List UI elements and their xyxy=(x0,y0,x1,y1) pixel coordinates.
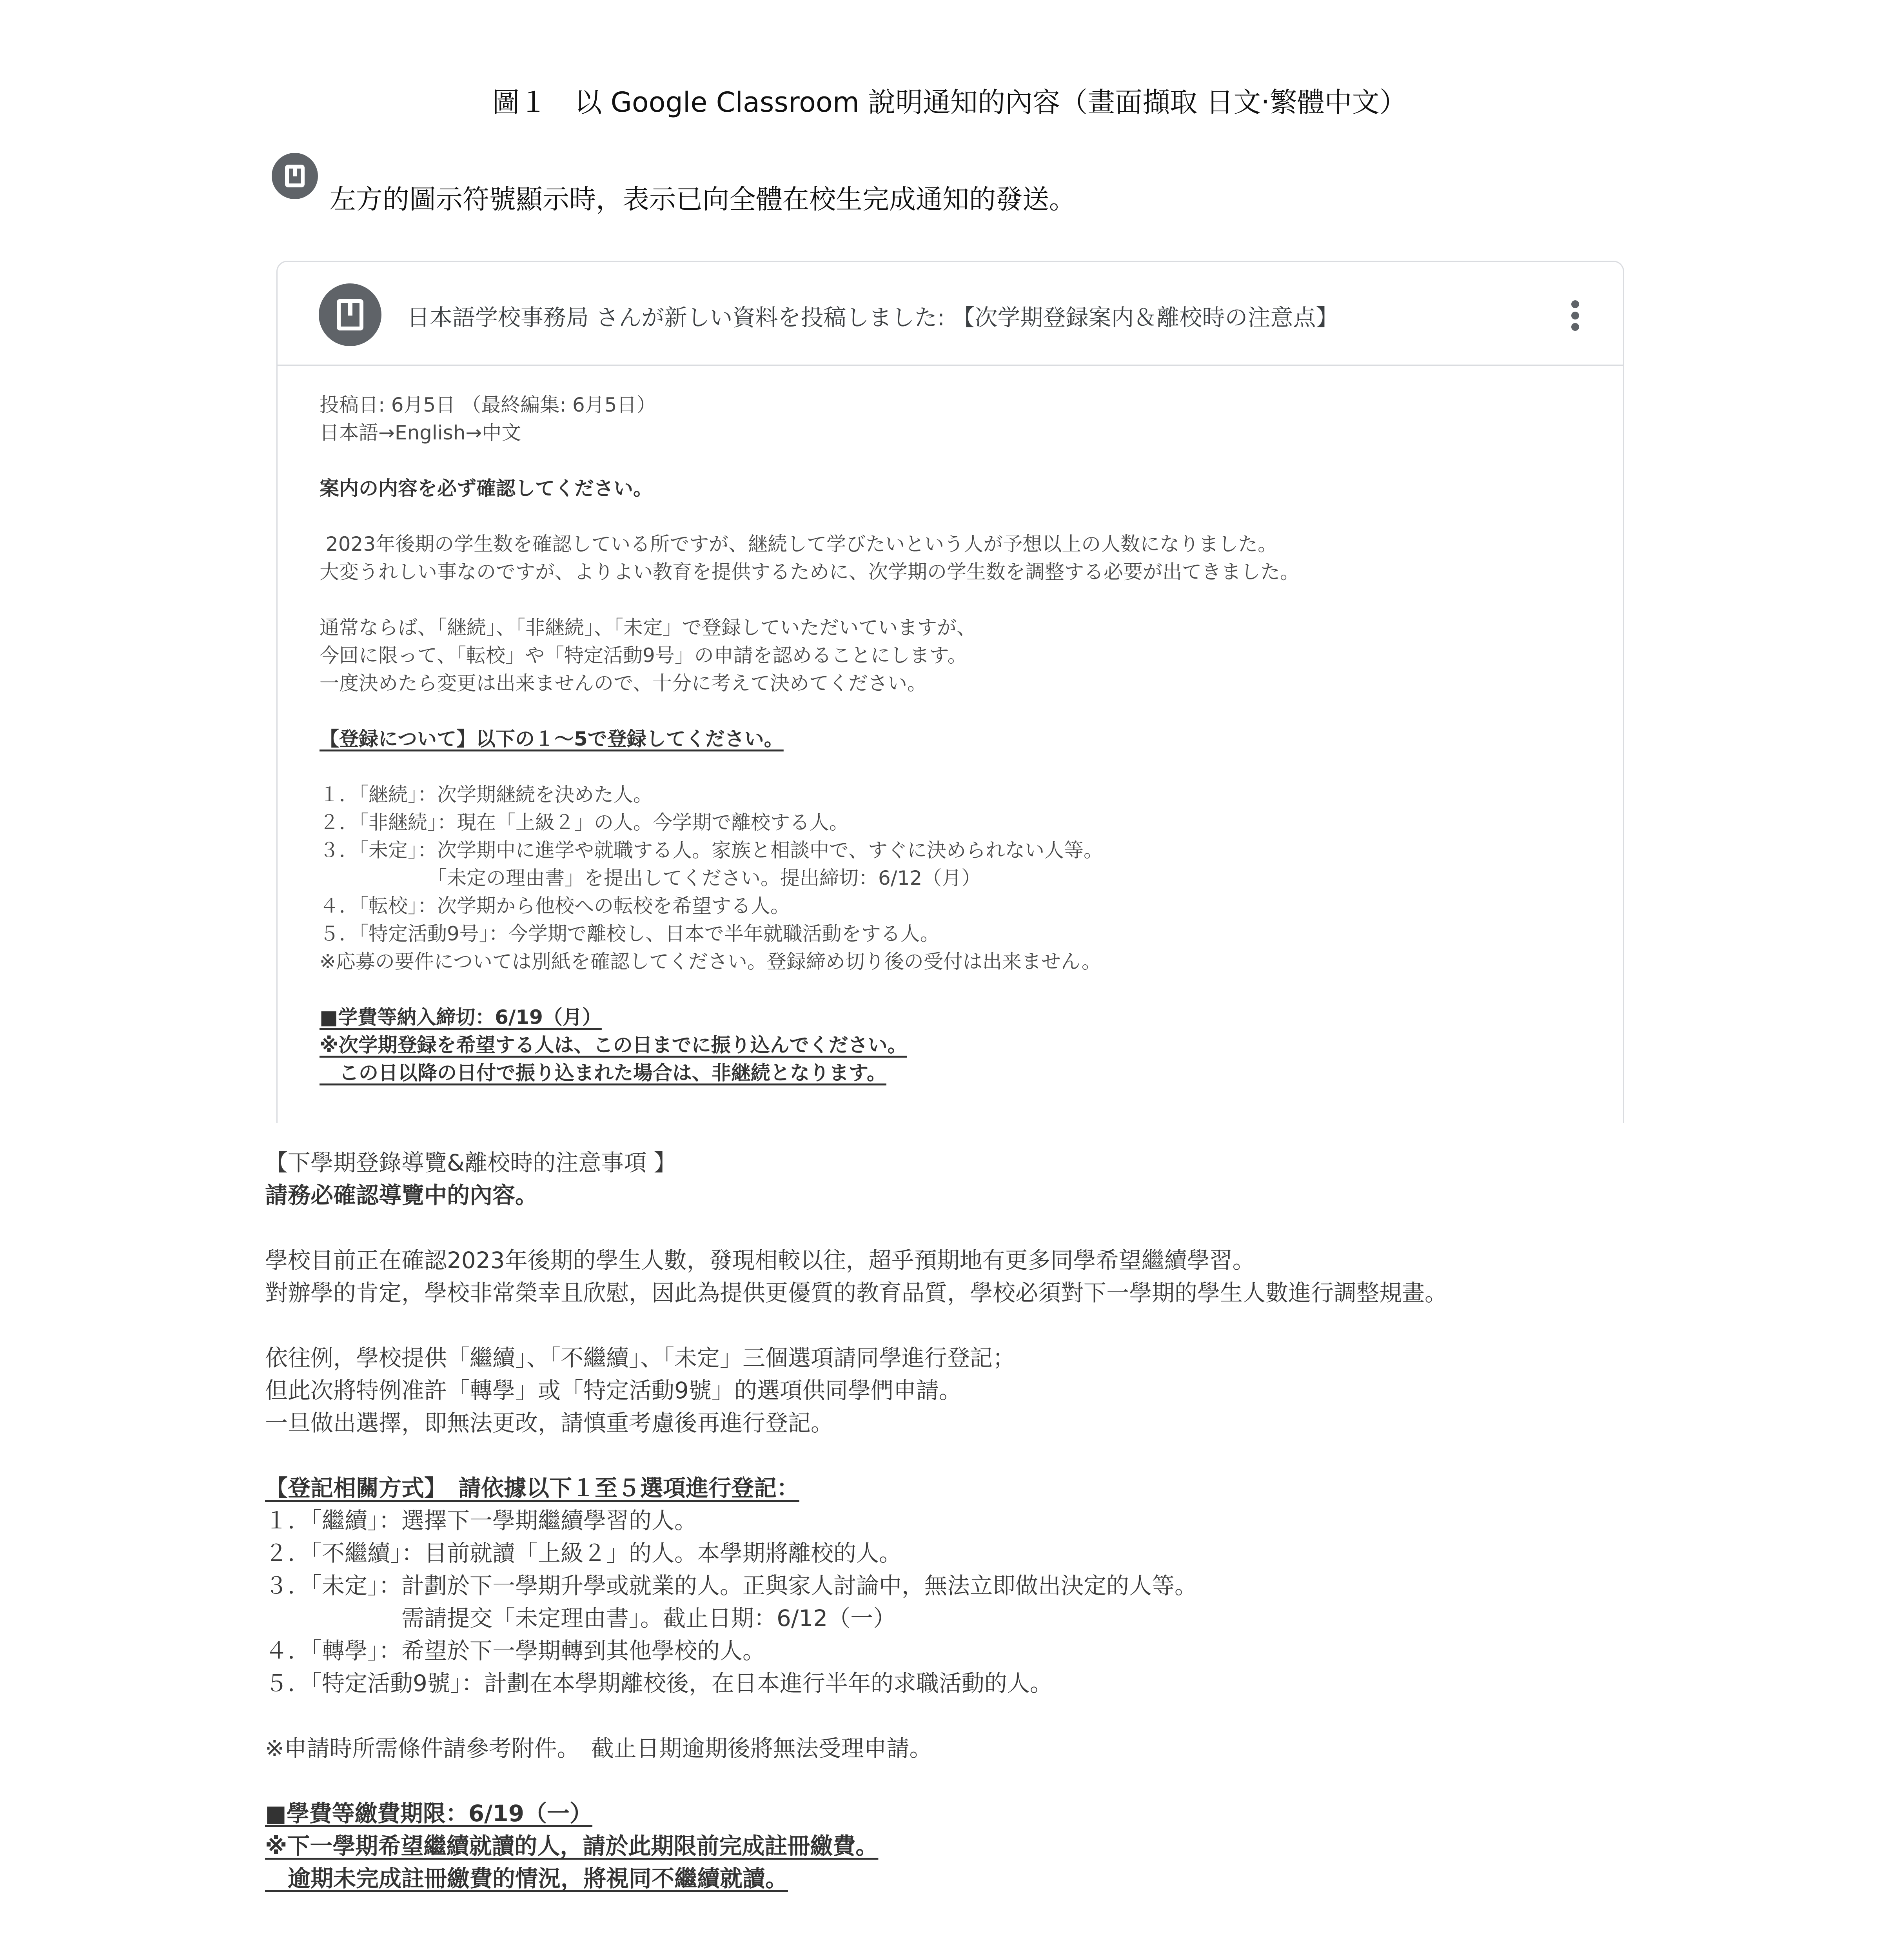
post-title[interactable]: 日本語学校事務局 さんが新しい資料を投稿しました: 【次学期登録案内＆離校時の注意点】 xyxy=(407,304,1339,331)
post-option-line: ３．「未定」：次学期中に進学や就職する人。家族と相談中で、すぐに決められない人等。 xyxy=(320,839,1103,862)
post-option-line: ４．「転校」：次学期から他校への転校を希望する人。 xyxy=(320,895,790,917)
post-option-line: ２．「非継続」：現在「上級２」の人。今学期で離校する人。 xyxy=(320,811,849,834)
post-option-line: 「未定の理由書」を提出してください。提出締切：6/12（月） xyxy=(320,867,981,889)
post-policy-line: 通常ならば、「継続」、「非継続」、「未定」で登録していただいていますが、 xyxy=(320,616,976,639)
post-option-note: ※応募の要件については別紙を確認してください。登録締め切り後の受付は出来ません。 xyxy=(320,950,1101,973)
legend-text: 左方的圖示符號顯示時，表示已向全體在校生完成通知的發送。 xyxy=(329,184,1076,215)
post-intro-line: 大変うれしい事なのですが、よりよい教育を提供するために、次学期の学生数を調整する必要が出てきました。 xyxy=(320,561,1300,583)
translation-policy-line: 依往例，學校提供「繼續」、「不繼續」、「未定」三個選項請同學進行登記； xyxy=(265,1345,1016,1371)
translation-registration-heading: 【登記相關方式】 請依據以下１至５選項進行登記： xyxy=(265,1475,800,1501)
translation-intro-line: 學校目前正在確認2023年後期的學生人數，發現相較以往，超乎預期地有更多同學希望繼續學習。 xyxy=(265,1247,1255,1274)
post-registration-heading: 【登録について】以下の１～5で登録してください。 xyxy=(320,728,784,750)
translation-note: ※申請時所需條件請參考附件。 截止日期逾期後將無法受理申請。 xyxy=(265,1735,932,1762)
translation-option-line: ３．「未定」：計劃於下一學期升學或就業的人。正與家人討論中，無法立即做出決定的人等。 xyxy=(265,1572,1198,1599)
post-heading: 案内の内容を必ず確認してください。 xyxy=(320,477,653,500)
translation-fee-line: 逾期未完成註冊繳費的情況，將視同不繼續就讀。 xyxy=(265,1865,788,1892)
post-option-line: １．「継続」：次学期継続を決めた人。 xyxy=(320,783,653,806)
post-option-line: ５．「特定活動9号」：今学期で離校し、日本で半年就職活動をする人。 xyxy=(320,922,940,945)
post-fee-line: ※次学期登録を希望する人は、この日までに振り込んでください。 xyxy=(320,1034,907,1056)
translation-fee-line: ※下一學期希望繼續就讀的人，請於此期限前完成註冊繳費。 xyxy=(265,1833,879,1859)
translation-option-line: １．「繼續」：選擇下一學期繼續學習的人。 xyxy=(265,1507,697,1534)
post-intro-line: 2023年後期の学生数を確認している所ですが、継続して学びたいという人が予想以上の人数になりました。 xyxy=(320,533,1278,555)
post-fee-line: この日以降の日付で振り込まれた場合は、非継続となります。 xyxy=(320,1062,886,1084)
post-policy-line: 今回に限って、「転校」や「特定活動9号」の申請を認めることにします。 xyxy=(320,644,967,667)
translation-policy-line: 一旦做出選擇，即無法更改，請慎重考慮後再進行登記。 xyxy=(265,1410,834,1436)
classroom-post-card[interactable] xyxy=(276,261,1624,1123)
translation-heading: 請務必確認導覽中的內容。 xyxy=(265,1182,538,1209)
post-fee-line: ■学費等納入締切：6/19（月） xyxy=(320,1006,602,1029)
post-body xyxy=(320,391,1586,1087)
post-languages: 日本語→English→中文 xyxy=(320,421,521,444)
more-vert-icon[interactable] xyxy=(1571,300,1579,331)
translation-option-line: ５．「特定活動9號」：計劃在本學期離校後，在日本進行半年的求職活動的人。 xyxy=(265,1670,1053,1697)
translation-option-line: 需請提交「未定理由書」。截止日期：6/12（一） xyxy=(265,1605,896,1632)
assignment-icon xyxy=(319,283,381,346)
translation-policy-line: 但此次將特例准許「轉學」或「特定活動9號」的選項供同學們申請。 xyxy=(265,1377,962,1404)
translation-option-line: ２．「不繼續」：目前就讀「上級２」的人。本學期將離校的人。 xyxy=(265,1540,902,1566)
chinese-translation xyxy=(265,1147,1598,1895)
assignment-icon xyxy=(272,153,318,199)
figure-caption: 圖１ 以 Google Classroom 說明通知的內容（畫面擷取 日文‧繁體中文） xyxy=(492,86,1407,118)
post-date: 投稿日: 6月5日 （最終編集: 6月5日） xyxy=(320,394,656,416)
translation-fee-line: ■學費等繳費期限：6/19（一） xyxy=(265,1800,593,1827)
translation-title: 【下學期登錄導覽&離校時的注意事項 】 xyxy=(265,1149,677,1176)
post-policy-line: 一度決めたら変更は出来ませんので、十分に考えて決めてください。 xyxy=(320,672,927,695)
translation-option-line: ４．「轉學」：希望於下一學期轉到其他學校的人。 xyxy=(265,1637,766,1664)
post-header[interactable] xyxy=(278,262,1623,366)
translation-intro-line: 對辦學的肯定，學校非常榮幸且欣慰，因此為提供更優質的教育品質，學校必須對下一學期的學生人數進行調整規畫。 xyxy=(265,1279,1448,1306)
